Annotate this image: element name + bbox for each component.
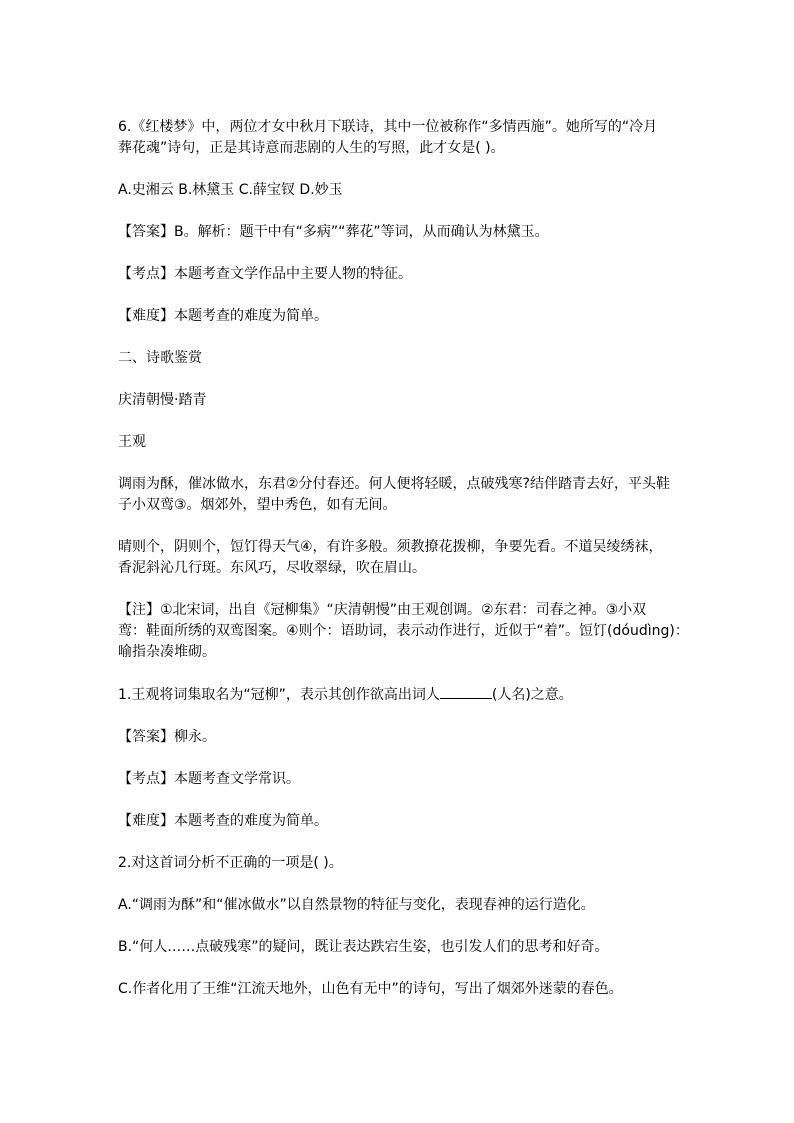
question-6-options: A.史湘云 B.林黛玉 C.薛宝钗 D.妙玉 [118,182,343,198]
question-6-difficulty: 【难度】本题考查的难度为简单。 [118,308,328,324]
stem-text: 1.王观将词集取名为“冠柳”，表示其创作欲高出词人 [118,687,440,703]
poem-notes [118,600,688,663]
text-line: 晴则个，阴则个，饾饤得天气④，有许多般。须教撩花拨柳，争要先看。不道吴绫绣袜， [118,539,663,555]
stem-text: (人名)之意。 [491,687,573,703]
document-page [118,117,688,1021]
text-line: 香泥斜沁几行斑。东风巧，尽收翠绿，吹在眉山。 [118,560,426,576]
text-line: 葬花魂”诗句，正是其诗意而悲剧的人生的写照，此才女是( )。 [118,140,505,156]
question-1-stem [118,684,688,706]
text-line: 子小双鸾③。烟郊外，望中秀色，如有无间。 [118,497,397,513]
question-6-stem [118,117,688,159]
poem-author: 王观 [118,434,146,450]
question-6-point: 【考点】本题考查文学作品中主要人物的特征。 [118,266,412,282]
poem-stanza-1 [118,474,688,516]
question-2-option-c: C.作者化用了王维“江流天地外，山色有无中”的诗句，写出了烟郊外迷蒙的春色。 [118,981,623,997]
question-6-answer: 【答案】B。解析：题干中有“多病”“葬花”等词，从而确认为林黛玉。 [118,224,549,240]
text-line: 鸾：鞋面所绣的双鸾图案。④则个：语助词，表示动作进行，近似于“着”。饾饤(dóudìng)： [118,623,689,639]
question-2-option-a: A.“调雨为酥”和“催冰做水”以自然景物的特征与变化，表现春神的运行造化。 [118,897,595,913]
question-1-difficulty: 【难度】本题考查的难度为简单。 [118,813,328,829]
poem-stanza-2 [118,537,688,579]
question-2-stem: 2.对这首词分析不正确的一项是( )。 [118,855,343,871]
poem-title: 庆清朝慢·踏青 [118,392,207,408]
question-1-answer: 【答案】柳永。 [118,729,216,745]
text-line: 【注】①北宋词，出自《冠柳集》“庆清朝慢”由王观创调。②东君：司春之神。③小双 [118,602,647,618]
question-2-option-b: B.“何人……点破残寒”的疑问，既让表达跌宕生姿，也引发人们的思考和好奇。 [118,939,609,955]
text-line: 6.《红楼梦》中，两位才女中秋月下联诗，其中一位被称作“多情西施”。她所写的“冷月 [118,119,658,135]
fill-blank [440,684,492,699]
text-line: 调雨为酥，催冰做水，东君②分付春还。何人便将轻暖，点破残寒?结伴踏青去好，平头鞋 [118,476,670,492]
question-1-point: 【考点】本题考查文学常识。 [118,771,300,787]
text-line: 喻指杂凑堆砌。 [118,644,216,660]
section-heading: 二、诗歌鉴赏 [118,350,202,366]
